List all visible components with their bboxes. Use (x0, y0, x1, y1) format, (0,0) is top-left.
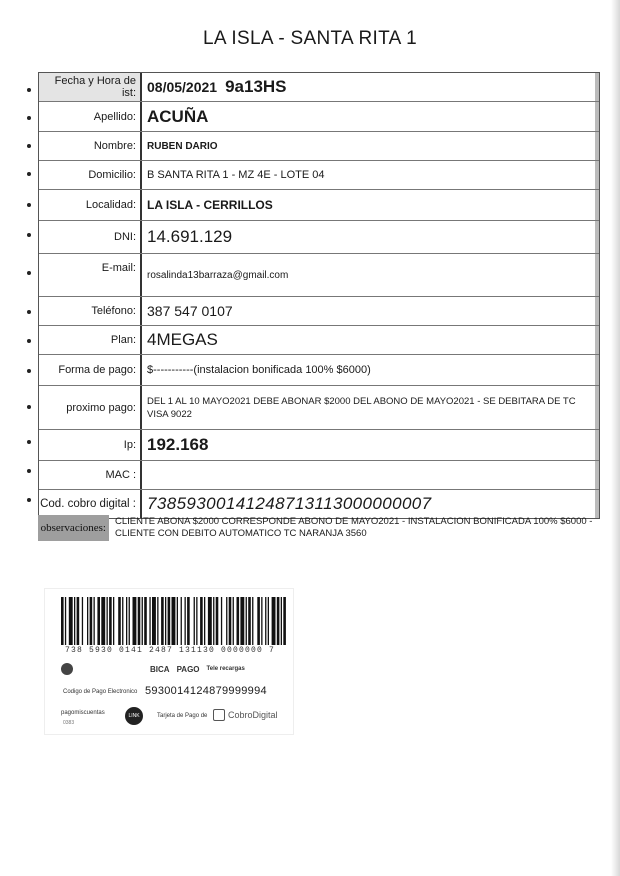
logo-bica: BICA (150, 664, 170, 674)
label-localidad: Localidad: (39, 190, 142, 220)
row-forma-pago (39, 354, 599, 385)
label-mac: MAC : (39, 461, 142, 489)
label-cod-cobro: Cod. cobro digital : (39, 490, 142, 518)
scan-edge-shadow (611, 0, 620, 876)
cobrodigital-logo (213, 709, 278, 721)
row-localidad (39, 189, 599, 220)
value-dni: 14.691.129 (142, 221, 599, 253)
cobrodigital-icon (213, 709, 225, 721)
barcode (61, 597, 287, 645)
logo-telerecargas: Tele recargas (206, 666, 245, 672)
bullet (27, 369, 31, 373)
rapipago-logo-icon (61, 663, 73, 675)
row-mac (39, 460, 599, 489)
label-telefono: Teléfono: (39, 297, 142, 325)
label-proximo-pago: proximo pago: (39, 386, 142, 429)
logo-pago: PAGO (176, 664, 200, 674)
pagomiscuentas-number: 0383 (63, 720, 75, 726)
row-apellido (39, 101, 599, 131)
bullet (27, 310, 31, 314)
bullet (27, 271, 31, 275)
value-forma-pago: $-----------(instalacion bonificada 100% $6000) (142, 355, 599, 385)
bullet (27, 116, 31, 120)
page-title: LA ISLA - SANTA RITA 1 (203, 28, 417, 49)
bullet (27, 405, 31, 409)
label-nombre: Nombre: (39, 132, 142, 160)
fecha-time: 9a13HS (225, 77, 287, 96)
fecha-date: 08/05/2021 (147, 79, 218, 95)
label-email: E-mail: (39, 254, 142, 296)
client-form (38, 72, 600, 519)
row-telefono (39, 296, 599, 325)
observaciones-row (38, 515, 598, 541)
payment-logos (61, 663, 245, 675)
cobrodigital-text: CobroDigital (228, 710, 278, 720)
row-fecha (39, 73, 599, 101)
value-telefono: 387 547 0107 (142, 297, 599, 325)
label-ip: Ip: (39, 430, 142, 460)
value-localidad: LA ISLA - CERRILLOS (142, 190, 599, 220)
bullet (27, 88, 31, 92)
bullet (27, 440, 31, 444)
value-proximo-pago: DEL 1 AL 10 MAYO2021 DEBE ABONAR $2000 DEL ABONO DE MAYO2021 - SE DEBITARA DE TC VISA 9022 (142, 386, 599, 429)
tarjeta-pago-label: Tarjeta de Pago de (157, 713, 208, 719)
payment-coupon (44, 588, 294, 735)
bullet (27, 498, 31, 502)
row-nombre (39, 131, 599, 160)
pagomiscuentas-logo: pagomiscuentas (61, 710, 105, 716)
observaciones-label: observaciones: (38, 515, 109, 541)
row-domicilio (39, 160, 599, 189)
bullet (27, 339, 31, 343)
value-cod-cobro: 73859300141248713113000000007 (142, 490, 599, 518)
value-fecha (142, 73, 599, 101)
value-apellido: ACUÑA (142, 102, 599, 131)
label-fecha: Fecha y Hora de ist: (39, 73, 142, 101)
value-email: rosalinda13barraza@gmail.com (142, 254, 599, 296)
value-ip: 192.168 (142, 430, 599, 460)
row-dni (39, 220, 599, 253)
row-cod-cobro (39, 489, 599, 518)
bullet (27, 144, 31, 148)
value-plan: 4MEGAS (142, 326, 599, 354)
barcode-number: 738 5930 0141 2487 131130 0000000 7 (65, 646, 276, 655)
label-domicilio: Domicilio: (39, 161, 142, 189)
bullet (27, 172, 31, 176)
bullet (27, 469, 31, 473)
bullet (27, 233, 31, 237)
row-email (39, 253, 599, 296)
value-domicilio: B SANTA RITA 1 - MZ 4E - LOTE 04 (142, 161, 599, 189)
label-dni: DNI: (39, 221, 142, 253)
codigo-pago-label: Codigo de Pago Electronico (63, 689, 138, 695)
codigo-pago-value: 5930014124879999994 (145, 685, 267, 697)
row-proximo-pago (39, 385, 599, 429)
observaciones-text: CLIENTE ABONA $2000 CORRESPONDE ABONO DE MAYO2021 - INSTALACION BONIFICADA 100% $6000 - CLIENTE CON DEBITO AUTOMATICO TC NARANJA 3560 (114, 516, 593, 539)
row-plan (39, 325, 599, 354)
row-ip (39, 429, 599, 460)
value-nombre: RUBEN DARIO (142, 132, 599, 160)
bullet (27, 203, 31, 207)
value-mac (142, 461, 599, 489)
link-logo-icon: LINK (125, 707, 143, 725)
label-forma-pago: Forma de pago: (39, 355, 142, 385)
label-apellido: Apellido: (39, 102, 142, 131)
label-plan: Plan: (39, 326, 142, 354)
